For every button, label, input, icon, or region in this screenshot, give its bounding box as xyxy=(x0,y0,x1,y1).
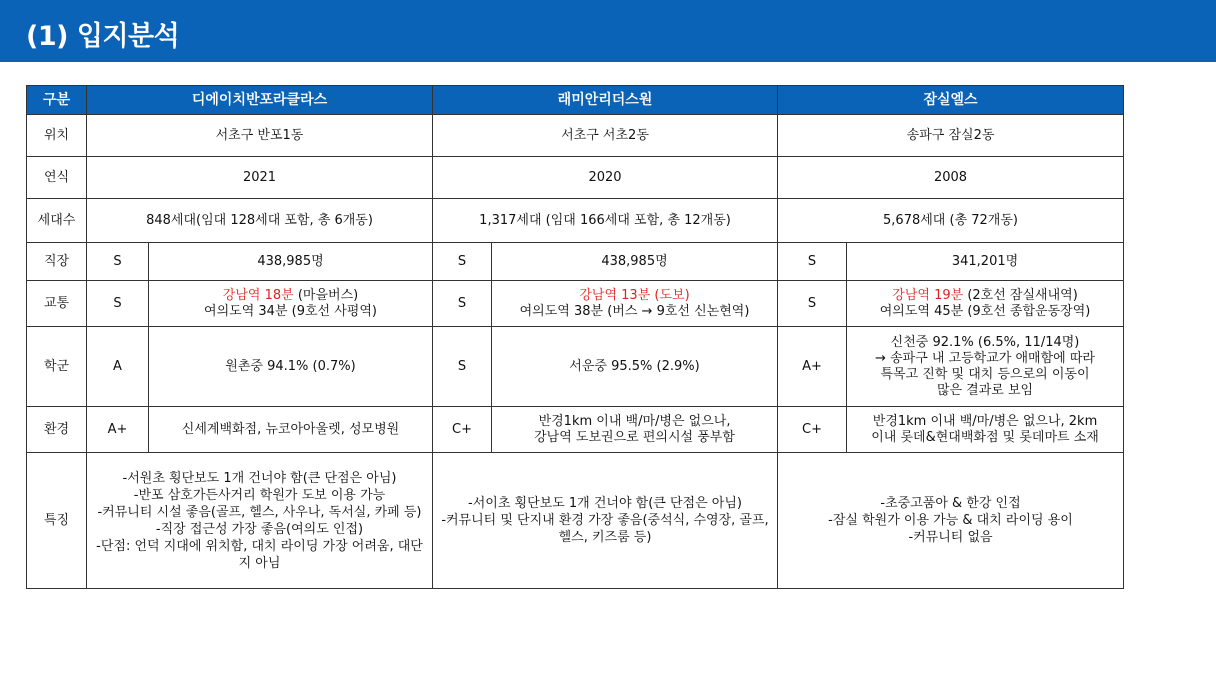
grade-badge: A xyxy=(87,327,149,407)
environment-line: 이내 롯데&현대백화점 및 롯데마트 소재 xyxy=(871,429,1099,445)
row-label: 학군 xyxy=(27,327,87,407)
year-cell-1: 2021 xyxy=(87,157,433,199)
grade-badge: S xyxy=(778,243,847,281)
features-cell-2 xyxy=(433,453,778,589)
row-school xyxy=(27,327,1124,407)
grade-badge: S xyxy=(778,281,847,327)
year-cell-2: 2020 xyxy=(433,157,778,199)
school-cell-1 xyxy=(149,327,433,407)
environment-line: 강남역 도보권으로 편의시설 풍부함 xyxy=(534,429,735,445)
title-bar xyxy=(0,0,1216,62)
row-environment xyxy=(27,407,1124,453)
row-households xyxy=(27,199,1124,243)
households-cell-2: 1,317세대 (임대 166세대 포함, 총 12개동) xyxy=(433,199,778,243)
feature-line: -서원초 횡단보도 1개 건너야 함(큰 단점은 아님) xyxy=(122,470,397,486)
school-cell-3 xyxy=(847,327,1124,407)
transit-cell-3 xyxy=(847,281,1124,327)
transit-cell-2 xyxy=(492,281,778,327)
environment-line: 신세계백화점, 뉴코아아울렛, 성모병원 xyxy=(181,421,400,437)
grade-badge: A+ xyxy=(778,327,847,407)
environment-cell-1 xyxy=(149,407,433,453)
header-complex-3: 잠실엘스 xyxy=(778,86,1124,115)
location-cell-1: 서초구 반포1동 xyxy=(87,115,433,157)
transit-highlight: 강남역 18분 xyxy=(222,287,294,303)
row-label: 특징 xyxy=(27,453,87,589)
transit-line1-rest: (마을버스) xyxy=(293,287,359,303)
row-label: 연식 xyxy=(27,157,87,199)
grade-badge: C+ xyxy=(778,407,847,453)
environment-line: 반경1km 이내 백/마/병은 없으나, 2km xyxy=(872,413,1098,429)
transit-line2: 여의도역 45분 (9호선 종합운동장역) xyxy=(879,303,1091,319)
header-row xyxy=(27,86,1124,115)
grade-badge: C+ xyxy=(433,407,492,453)
jobs-cell-1: 438,985명 xyxy=(149,243,433,281)
school-cell-2 xyxy=(492,327,778,407)
grade-badge: S xyxy=(433,327,492,407)
transit-highlight: 강남역 13분 (도보) xyxy=(579,287,690,303)
feature-line: -서이초 횡단보도 1개 건너야 함(큰 단점은 아님) xyxy=(468,496,742,511)
page-title: (1) 입지분석 xyxy=(26,21,180,52)
feature-line: -커뮤니티 없음 xyxy=(908,530,993,545)
feature-line: -커뮤니티 시설 좋음(골프, 헬스, 사우나, 독서실, 카페 등) xyxy=(97,504,422,520)
transit-cell-1 xyxy=(149,281,433,327)
row-label: 세대수 xyxy=(27,199,87,243)
row-features xyxy=(27,453,1124,589)
transit-line2: 여의도역 38분 (버스 → 9호선 신논현역) xyxy=(519,303,750,319)
environment-cell-3 xyxy=(847,407,1124,453)
year-cell-3: 2008 xyxy=(778,157,1124,199)
grade-badge: S xyxy=(87,243,149,281)
row-label: 직장 xyxy=(27,243,87,281)
transit-line1-rest: (2호선 잠실새내역) xyxy=(963,287,1078,303)
transit-line2: 여의도역 34분 (9호선 사평역) xyxy=(204,303,377,319)
feature-line: -잠실 학원가 이용 가능 & 대치 라이딩 용이 xyxy=(828,513,1073,528)
jobs-cell-2: 438,985명 xyxy=(492,243,778,281)
grade-badge: A+ xyxy=(87,407,149,453)
header-complex-2: 래미안리더스원 xyxy=(433,86,778,115)
feature-line: -직장 접근성 가장 좋음(여의도 인접) xyxy=(155,521,364,537)
grade-badge: S xyxy=(87,281,149,327)
features-cell-3 xyxy=(778,453,1124,589)
row-label: 위치 xyxy=(27,115,87,157)
transit-highlight: 강남역 19분 xyxy=(892,287,964,303)
school-line: 많은 결과로 보임 xyxy=(936,382,1034,398)
feature-line: -단점: 언덕 지대에 위치함, 대치 라이딩 가장 어려움, 대단지 아님 xyxy=(96,538,423,571)
grade-badge: S xyxy=(433,281,492,327)
row-label: 환경 xyxy=(27,407,87,453)
environment-line: 반경1km 이내 백/마/병은 없으나, xyxy=(538,413,731,429)
school-line: 특목고 진학 및 대치 등으로의 이동이 xyxy=(880,366,1090,382)
row-transit xyxy=(27,281,1124,327)
row-jobs xyxy=(27,243,1124,281)
location-cell-2: 서초구 서초2동 xyxy=(433,115,778,157)
header-complex-1: 디에이치반포라클라스 xyxy=(87,86,433,115)
location-cell-3: 송파구 잠실2동 xyxy=(778,115,1124,157)
school-line: → 송파구 내 고등학교가 애매함에 따라 xyxy=(875,350,1095,366)
school-line: 신천중 92.1% (6.5%, 11/14명) xyxy=(890,334,1080,350)
environment-cell-2 xyxy=(492,407,778,453)
row-location xyxy=(27,115,1124,157)
households-cell-3: 5,678세대 (총 72개동) xyxy=(778,199,1124,243)
households-cell-1: 848세대(임대 128세대 포함, 총 6개동) xyxy=(87,199,433,243)
comparison-table xyxy=(26,85,1124,589)
school-line: 원촌중 94.1% (0.7%) xyxy=(225,358,356,374)
header-label-col: 구분 xyxy=(27,86,87,115)
school-line: 서운중 95.5% (2.9%) xyxy=(569,358,700,374)
feature-line: -커뮤니티 및 단지내 환경 가장 좋음(중석식, 수영장, 골프, 헬스, 키즈룸 등) xyxy=(441,513,769,545)
features-cell-1 xyxy=(87,453,433,589)
feature-line: -초중고품아 & 한강 인접 xyxy=(880,496,1021,511)
feature-line: -반포 삼호가든사거리 학원가 도보 이용 가능 xyxy=(133,487,386,503)
grade-badge: S xyxy=(433,243,492,281)
row-label: 교통 xyxy=(27,281,87,327)
row-year xyxy=(27,157,1124,199)
jobs-cell-3: 341,201명 xyxy=(847,243,1124,281)
